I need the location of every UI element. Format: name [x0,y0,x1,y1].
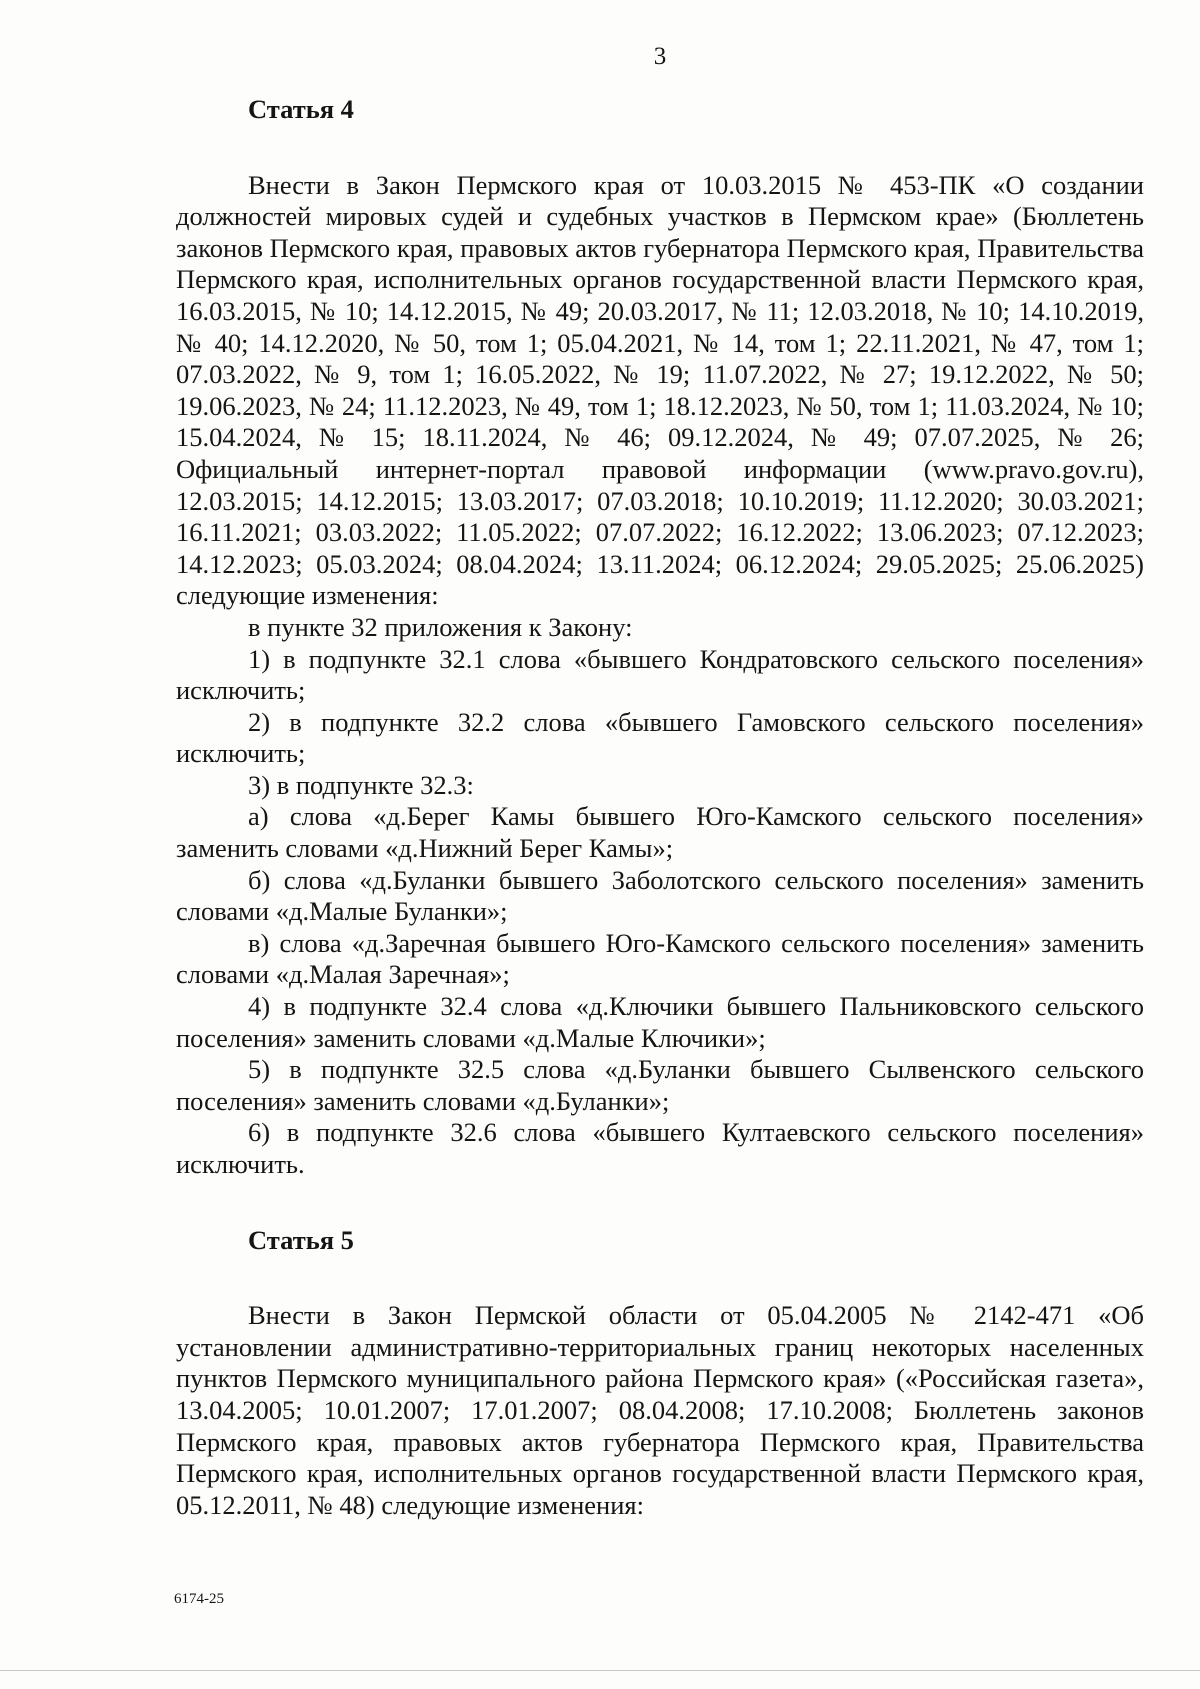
page-edge-line [0,1670,1200,1671]
article-4-item: 3) в подпункте 32.3: [248,769,474,800]
article-4-item: 5) в подпункте 32.5 слова «д.Буланки бывшего Сылвенского сельского поселения» заменить словами «д.Буланки»; [176,1054,1144,1116]
article-4-item: а) слова «д.Берег Камы бывшего Юго-Камского сельского поселения» заменить словами «д.Нижний Берег Камы»; [176,801,1144,864]
page-number: 3 [653,43,667,70]
article-4-item: 2) в подпункте 32.2 слова «бывшего Гамовского сельского поселения» исключить; [176,706,1144,769]
article-5-intro: Внести в Закон Пермской области от 05.04.2005 № 2142-471 «Об установлении административно-территориальных границ некоторых населенных пунктов Пермского муниципального района Пермского края» («Российская газета», 13.04.2005; 10.01.2007; 17.01.2007; 08.04.2008; 17.10.2008; Бюллетень законов Пермского края, правовых актов губернатора Пермского края, Правительства Пермского края, исполнительных органов государственной власти Пермского края, 05.12.2011, № 48) следующие изменения: [176,1300,1144,1520]
article-4-item: в пункте 32 приложения к Закону: [248,611,633,642]
article-5-heading: Статья 5 [248,1224,354,1255]
article-4-item: 4) в подпункте 32.4 слова «д.Ключики бывшего Пальниковского сельского поселения» заменить словами «д.Малые Ключики»; [176,991,1144,1053]
article-4-item: 1) в подпункте 32.1 слова «бывшего Кондратовского сельского поселения» исключить; [176,643,1144,706]
article-4-item: б) слова «д.Буланки бывшего Заболотского сельского поселения» заменить словами «д.Малые Буланки»; [176,864,1144,927]
article-4-item: 6) в подпункте 32.6 слова «бывшего Култаевского сельского поселения» исключить. [176,1117,1144,1179]
document-code: 6174-25 [174,1591,224,1607]
document-body [176,94,1144,1521]
article-4-intro: Внести в Закон Пермского края от 10.03.2015 № 453-ПК «О создании должностей мировых судей и судебных участков в Пермском крае» (Бюллетень законов Пермского края, правовых актов губернатора Пермского края, Правительства Пермского края, исполнительных органов государственной власти Пермского края, 16.03.2015, № 10; 14.12.2015, № 49; 20.03.2017, № 11; 12.03.2018, № 10; 14.10.2019, № 40; 14.12.2020, № 50, том 1; 05.04.2021, № 14, том 1; 22.11.2021, № 47, том 1; 07.03.2022, № 9, том 1; 16.05.2022, № 19; 11.07.2022, № 27; 19.12.2022, № 50; 19.06.2023, № 24; 11.12.2023, № 49, том 1; 18.12.2023, № 50, том 1; 11.03.2024, № 10; 15.04.2024, № 15; 18.11.2024, № 46; 09.12.2024, № 49; 07.07.2025, № 26; Официальный интернет-портал правовой информации (www.pravo.gov.ru), 12.03.2015; 14.12.2015; 13.03.2017; 07.03.2018; 10.10.2019; 11.12.2020; 30.03.2021; 16.11.2021; 03.03.2022; 11.05.2022; 07.07.2022; 16.12.2022; 13.06.2023; 07.12.2023; 14.12.2023; 05.03.2024; 08.04.2024; 13.11.2024; 06.12.2024; 29.05.2025; 25.06.2025) следующие изменения: [176,169,1144,611]
article-4-item: в) слова «д.Заречная бывшего Юго-Камского сельского поселения» заменить словами «д.Малая Заречная»; [176,927,1144,990]
article-4-heading: Статья 4 [248,94,354,124]
